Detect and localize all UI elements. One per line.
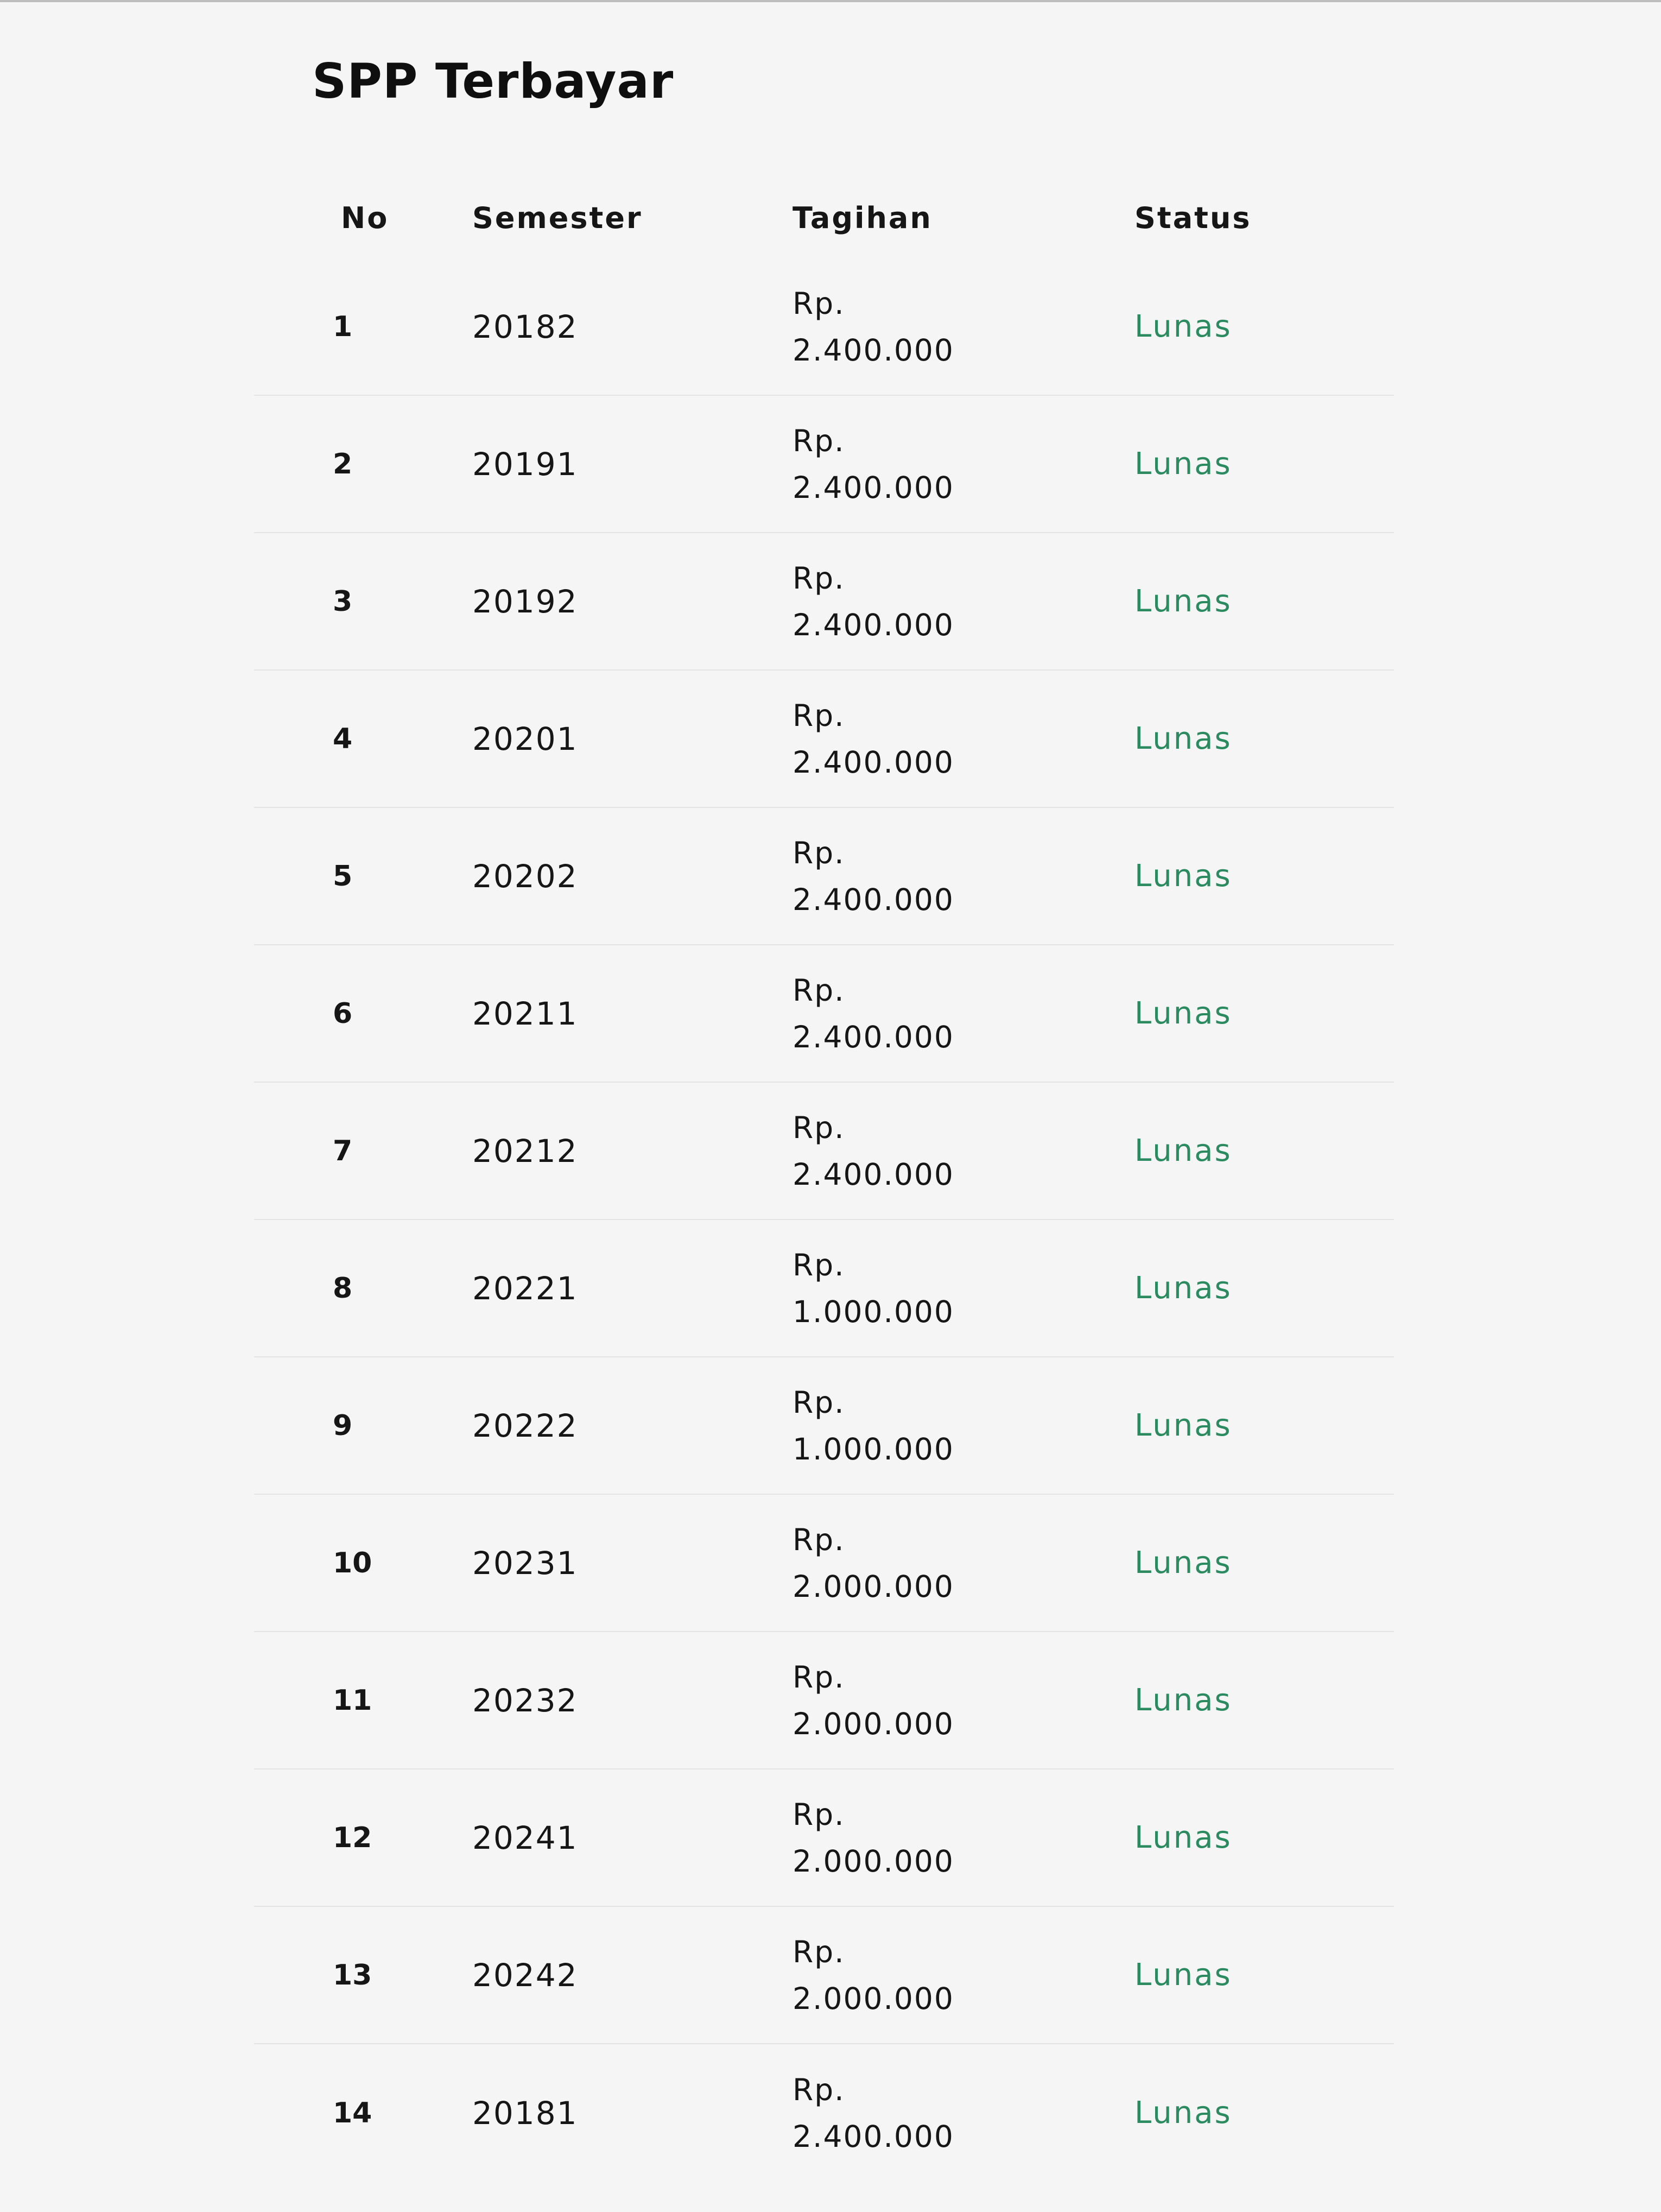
currency-label: Rp. bbox=[793, 1385, 845, 1420]
tagihan-value bbox=[776, 1104, 1118, 1198]
currency-label: Rp. bbox=[793, 560, 845, 596]
table-row bbox=[254, 2044, 1394, 2182]
row-number: 5 bbox=[333, 859, 353, 893]
currency-label: Rp. bbox=[793, 698, 845, 733]
column-header-no: No bbox=[341, 200, 389, 235]
row-number: 2 bbox=[333, 447, 353, 481]
tagihan-value bbox=[776, 967, 1118, 1060]
semester-value: 20211 bbox=[472, 995, 578, 1032]
tagihan-value bbox=[776, 692, 1118, 786]
tagihan-value bbox=[776, 830, 1118, 923]
row-number: 3 bbox=[333, 585, 353, 618]
semester-value: 20181 bbox=[472, 2094, 578, 2132]
tagihan-value bbox=[776, 2066, 1118, 2160]
status-value: Lunas bbox=[1134, 309, 1232, 344]
table-row bbox=[254, 396, 1394, 533]
amount-value: 2.000.000 bbox=[793, 1706, 954, 1741]
currency-label: Rp. bbox=[793, 1934, 845, 1969]
status-value: Lunas bbox=[1134, 1957, 1232, 1993]
semester-value: 20241 bbox=[472, 1819, 578, 1856]
status-value: Lunas bbox=[1134, 1271, 1232, 1306]
spp-table bbox=[254, 177, 1394, 2182]
table-row bbox=[254, 945, 1394, 1083]
currency-label: Rp. bbox=[793, 423, 845, 458]
row-number: 10 bbox=[333, 1546, 372, 1579]
column-header-semester: Semester bbox=[472, 200, 643, 235]
table-row bbox=[254, 1769, 1394, 1907]
status-value: Lunas bbox=[1134, 721, 1232, 756]
semester-value: 20212 bbox=[472, 1132, 578, 1170]
currency-label: Rp. bbox=[793, 2072, 845, 2107]
table-header-row bbox=[254, 177, 1394, 258]
amount-value: 2.400.000 bbox=[793, 470, 954, 505]
amount-value: 2.400.000 bbox=[793, 1019, 954, 1054]
semester-value: 20192 bbox=[472, 583, 578, 620]
status-value: Lunas bbox=[1134, 446, 1232, 482]
amount-value: 2.000.000 bbox=[793, 1843, 954, 1879]
tagihan-value bbox=[776, 555, 1118, 648]
semester-value: 20221 bbox=[472, 1269, 578, 1307]
tagihan-value bbox=[776, 1791, 1118, 1885]
row-number: 13 bbox=[333, 1958, 372, 1992]
currency-label: Rp. bbox=[793, 972, 845, 1008]
currency-label: Rp. bbox=[793, 286, 845, 321]
table-row bbox=[254, 1357, 1394, 1495]
amount-value: 2.400.000 bbox=[793, 607, 954, 642]
currency-label: Rp. bbox=[793, 1797, 845, 1832]
status-value: Lunas bbox=[1134, 1683, 1232, 1718]
row-number: 4 bbox=[333, 722, 353, 755]
row-number: 7 bbox=[333, 1134, 353, 1167]
amount-value: 1.000.000 bbox=[793, 1294, 954, 1329]
row-number: 11 bbox=[333, 1684, 372, 1717]
semester-value: 20191 bbox=[472, 445, 578, 483]
currency-label: Rp. bbox=[793, 1247, 845, 1282]
table-row bbox=[254, 808, 1394, 945]
page-title: SPP Terbayar bbox=[312, 53, 674, 109]
status-value: Lunas bbox=[1134, 858, 1232, 894]
row-number: 14 bbox=[333, 2096, 372, 2129]
status-value: Lunas bbox=[1134, 2095, 1232, 2131]
table-row bbox=[254, 1495, 1394, 1632]
table-row bbox=[254, 258, 1394, 396]
currency-label: Rp. bbox=[793, 1659, 845, 1695]
tagihan-value bbox=[776, 418, 1118, 511]
row-number: 12 bbox=[333, 1821, 372, 1854]
semester-value: 20182 bbox=[472, 308, 578, 345]
column-header-status: Status bbox=[1134, 200, 1252, 235]
semester-value: 20202 bbox=[472, 857, 578, 895]
amount-value: 2.000.000 bbox=[793, 1569, 954, 1604]
table-row bbox=[254, 671, 1394, 808]
status-value: Lunas bbox=[1134, 1545, 1232, 1581]
tagihan-value bbox=[776, 1242, 1118, 1335]
tagihan-value bbox=[776, 1516, 1118, 1610]
amount-value: 2.400.000 bbox=[793, 882, 954, 917]
semester-value: 20231 bbox=[472, 1544, 578, 1582]
status-value: Lunas bbox=[1134, 996, 1232, 1031]
status-value: Lunas bbox=[1134, 584, 1232, 619]
row-number: 1 bbox=[333, 310, 353, 343]
amount-value: 2.400.000 bbox=[793, 332, 954, 368]
currency-label: Rp. bbox=[793, 835, 845, 870]
column-header-tagihan: Tagihan bbox=[793, 200, 933, 235]
semester-value: 20201 bbox=[472, 720, 578, 757]
status-value: Lunas bbox=[1134, 1408, 1232, 1443]
table-row bbox=[254, 1907, 1394, 2044]
status-value: Lunas bbox=[1134, 1133, 1232, 1168]
row-number: 6 bbox=[333, 997, 353, 1030]
tagihan-value bbox=[776, 1379, 1118, 1472]
tagihan-value bbox=[776, 1929, 1118, 2022]
amount-value: 2.400.000 bbox=[793, 744, 954, 780]
table-row bbox=[254, 1083, 1394, 1220]
semester-value: 20222 bbox=[472, 1407, 578, 1444]
tagihan-value bbox=[776, 1654, 1118, 1747]
status-value: Lunas bbox=[1134, 1820, 1232, 1855]
row-number: 8 bbox=[333, 1272, 353, 1305]
amount-value: 2.000.000 bbox=[793, 1981, 954, 2016]
amount-value: 2.400.000 bbox=[793, 2119, 954, 2154]
table-row bbox=[254, 533, 1394, 671]
row-number: 9 bbox=[333, 1409, 353, 1442]
amount-value: 1.000.000 bbox=[793, 1431, 954, 1467]
tagihan-value bbox=[776, 280, 1118, 374]
semester-value: 20242 bbox=[472, 1956, 578, 1994]
table-row bbox=[254, 1220, 1394, 1357]
amount-value: 2.400.000 bbox=[793, 1156, 954, 1192]
table-row bbox=[254, 1632, 1394, 1769]
currency-label: Rp. bbox=[793, 1522, 845, 1557]
semester-value: 20232 bbox=[472, 1682, 578, 1719]
currency-label: Rp. bbox=[793, 1110, 845, 1145]
